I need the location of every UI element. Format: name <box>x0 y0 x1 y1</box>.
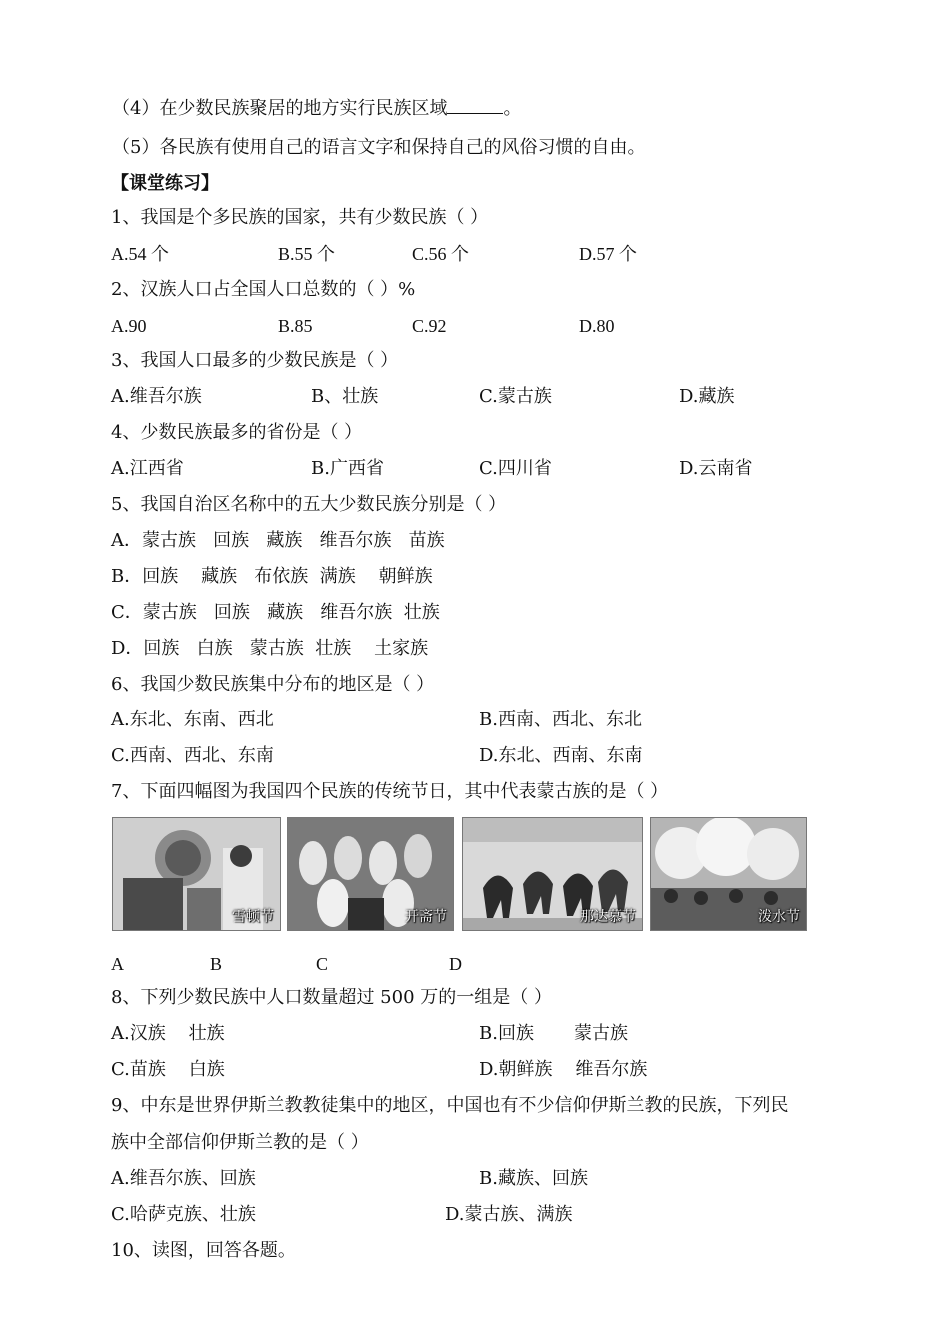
option-b: B．回族 藏族 布依族 满族 朝鲜族 <box>111 566 433 587</box>
answer-blank <box>447 99 503 114</box>
option-b: B.西南、西北、东北 <box>479 709 642 730</box>
festival-photo-a <box>112 817 281 931</box>
option-a: A.江西省 <box>111 458 184 479</box>
festival-caption-b: 开斋节 <box>405 909 447 925</box>
option-a: A.维吾尔族、回族 <box>111 1168 256 1189</box>
option-b: B.回族 蒙古族 <box>479 1023 629 1044</box>
option-d: D.东北、西南、东南 <box>479 745 643 766</box>
photo-label-b: B <box>210 954 223 974</box>
photo-label-c: C <box>316 954 329 974</box>
option-a: A.54 个 <box>111 244 169 264</box>
question-stem: 8、下列少数民族中人口数量超过 500 万的一组是（ ） <box>111 987 552 1008</box>
option-c: C.92 <box>412 316 447 336</box>
question-stem: 4、少数民族最多的省份是（ ） <box>111 422 363 443</box>
festival-photo-b <box>287 817 454 931</box>
intro-item-5: （5）各民族有使用自己的语言文字和保持自己的风俗习惯的自由。 <box>112 137 646 158</box>
option-b: B、壮族 <box>311 386 379 407</box>
option-a: A.90 <box>111 316 147 336</box>
photo-label-d: D <box>449 954 462 974</box>
intro-item-4-text: （4）在少数民族聚居的地方实行民族区域 <box>112 98 448 119</box>
festival-caption-d: 泼水节 <box>758 909 800 925</box>
option-c: C.哈萨克族、壮族 <box>111 1204 256 1225</box>
option-d: D.藏族 <box>679 386 735 407</box>
photo-label-a: A <box>111 954 124 974</box>
question-stem: 10、读图，回答各题。 <box>111 1240 296 1261</box>
question-stem-line-2: 族中全部信仰伊斯兰教的是（ ） <box>111 1132 369 1153</box>
option-d: D.80 <box>579 316 615 336</box>
option-a: A．蒙古族 回族 藏族 维吾尔族 苗族 <box>111 530 445 551</box>
question-stem: 5、我国自治区名称中的五大少数民族分别是（ ） <box>111 494 507 515</box>
question-stem: 2、汉族人口占全国人口总数的（ ）% <box>111 279 416 300</box>
option-c: C.苗族 白族 <box>111 1059 225 1080</box>
intro-item-4-end: 。 <box>503 98 522 119</box>
question-stem: 7、下面四幅图为我国四个民族的传统节日，其中代表蒙古族的是（ ） <box>111 781 669 802</box>
option-b: B.85 <box>278 316 313 336</box>
option-d: D.57 个 <box>579 244 637 264</box>
option-c: C．蒙古族 回族 藏族 维吾尔族 壮族 <box>111 602 440 623</box>
option-a: A.维吾尔族 <box>111 386 202 407</box>
option-b: B.广西省 <box>311 458 384 479</box>
question-stem: 6、我国少数民族集中分布的地区是（ ） <box>111 674 435 695</box>
option-a: A.汉族 壮族 <box>111 1023 225 1044</box>
intro-item-4 <box>112 98 521 120</box>
festival-photo-c <box>462 817 643 931</box>
option-c: C.56 个 <box>412 244 470 264</box>
option-b: B.55 个 <box>278 244 336 264</box>
festival-photo-d <box>650 817 807 931</box>
option-d: D.朝鲜族 维吾尔族 <box>479 1059 648 1080</box>
question-stem-line-1: 9、中东是世界伊斯兰教教徒集中的地区，中国也有不少信仰伊斯兰教的民族，下列民 <box>111 1095 789 1116</box>
option-c: C.西南、西北、东南 <box>111 745 274 766</box>
option-a: A.东北、东南、西北 <box>111 709 274 730</box>
option-d: D.云南省 <box>679 458 753 479</box>
section-title: 【课堂练习】 <box>111 173 219 194</box>
question-stem: 3、我国人口最多的少数民族是（ ） <box>111 350 399 371</box>
question-stem: 1、我国是个多民族的国家，共有少数民族（ ） <box>111 207 489 228</box>
option-b: B.藏族、回族 <box>479 1168 588 1189</box>
festival-caption-c: 那达慕节 <box>580 909 636 925</box>
option-c: C.蒙古族 <box>479 386 552 407</box>
option-c: C.四川省 <box>479 458 552 479</box>
option-d: D.蒙古族、满族 <box>445 1204 573 1225</box>
festival-caption-a: 雪顿节 <box>232 909 274 925</box>
option-d: D．回族 白族 蒙古族 壮族 土家族 <box>111 638 429 659</box>
